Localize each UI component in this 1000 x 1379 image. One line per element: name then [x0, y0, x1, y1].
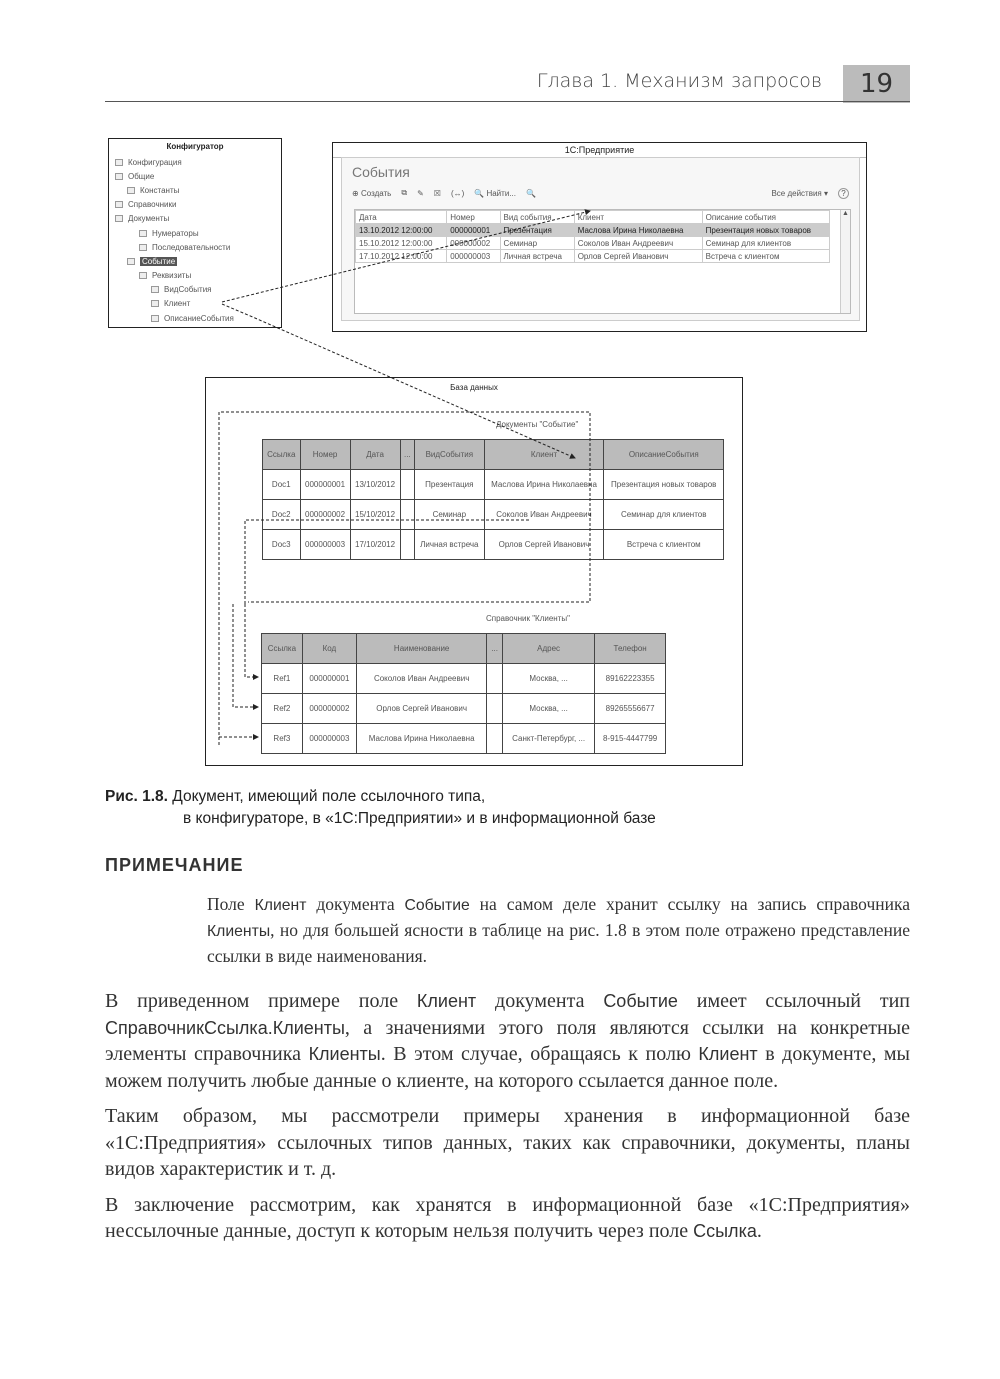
term: Событие: [603, 991, 678, 1011]
table-cell: Семинар: [415, 500, 485, 530]
table-cell: Doc2: [263, 500, 301, 530]
column-header: Дата: [350, 440, 400, 470]
table-cell: Орлов Сергей Иванович: [357, 694, 487, 724]
database-diagram: [205, 377, 743, 766]
table-cell: [400, 530, 415, 560]
grid-row[interactable]: [356, 224, 830, 237]
text-run: документа: [306, 894, 405, 914]
text-run: на самом деле хранит ссылку на запись справочника: [469, 894, 911, 914]
table-cell: Ref1: [262, 664, 303, 694]
tree-item[interactable]: [115, 226, 281, 240]
chapter-title: Глава 1. Механизм запросов: [536, 70, 822, 92]
table-cell: Ref2: [262, 694, 303, 724]
caption-line2: в конфигураторе, в «1С:Предприятии» и в информационной базе: [183, 810, 656, 827]
grid-cell: 000000003: [447, 250, 500, 263]
column-header: ...: [400, 440, 415, 470]
text-run: . В этом случае, обращаясь к полю: [380, 1043, 699, 1065]
tree-item-label: Документы: [128, 214, 170, 224]
catalog-table: [261, 633, 666, 754]
note-text: [207, 892, 910, 968]
column-header[interactable]: Номер: [447, 211, 500, 224]
text-run: в документе, мы можем получить любые данные о клиенте, на которого ссылается данное поле.: [105, 1043, 910, 1092]
table-cell: [487, 694, 503, 724]
text-run: В приведенном примере поле: [105, 990, 417, 1012]
table-cell: 000000003: [300, 530, 350, 560]
tree-node-icon: [127, 187, 135, 194]
enterprise-window: [332, 142, 867, 332]
column-header: ВидСобытия: [415, 440, 485, 470]
tree-item[interactable]: [115, 212, 281, 226]
tree-node-icon: [139, 230, 147, 237]
grid-cell: Презентация новых товаров: [702, 224, 830, 237]
table-cell: 89265556677: [595, 694, 666, 724]
text-run: Поле: [207, 894, 255, 914]
column-header: Код: [302, 634, 356, 664]
table-cell: Ref3: [262, 724, 303, 754]
table-cell: Соколов Иван Андреевич: [484, 500, 604, 530]
tree-item-label: Событие: [142, 256, 176, 266]
config-tree: [109, 155, 281, 325]
scrollbar[interactable]: ▲: [840, 210, 850, 313]
table-cell: 13/10/2012: [350, 470, 400, 500]
column-header: ...: [487, 634, 503, 664]
find-button[interactable]: 🔍 Найти...: [474, 188, 516, 198]
configurator-panel: [108, 138, 282, 328]
table-cell: [487, 664, 503, 694]
refresh-icon[interactable]: (↔): [450, 188, 465, 198]
column-header[interactable]: Описание события: [702, 211, 830, 224]
table-cell: Личная встреча: [415, 530, 485, 560]
table-row: [262, 664, 666, 694]
table-row: [263, 470, 724, 500]
cancel-search-icon[interactable]: 🔍: [525, 188, 536, 198]
column-header: Номер: [300, 440, 350, 470]
grid-cell: Презентация: [500, 224, 574, 237]
table-cell: Doc3: [263, 530, 301, 560]
table-header: [262, 634, 666, 664]
window-title: 1С:Предприятие: [333, 143, 866, 158]
caption-label: Рис. 1.8.: [105, 788, 168, 805]
grid-cell: Личная встреча: [500, 250, 574, 263]
paragraph: [105, 1192, 910, 1245]
create-label: Создать: [360, 188, 392, 198]
term: Клиент: [416, 991, 477, 1011]
form-title: События: [352, 164, 410, 180]
grid-cell: Семинар для клиентов: [702, 237, 830, 250]
table-cell: Соколов Иван Андреевич: [357, 664, 487, 694]
tree-node-icon: [139, 272, 147, 279]
table-cell: Москва, ...: [503, 664, 595, 694]
column-header: ОписаниеСобытия: [604, 440, 724, 470]
grid-cell: Соколов Иван Андреевич: [574, 237, 702, 250]
toolbar: [352, 186, 849, 200]
grid-cell: Встреча с клиентом: [702, 250, 830, 263]
table-cell: Встреча с клиентом: [604, 530, 724, 560]
grid-row[interactable]: [356, 237, 830, 250]
caption-line1: Документ, имеющий поле ссылочного типа,: [172, 788, 486, 805]
column-header[interactable]: Вид события: [500, 211, 574, 224]
column-header: Телефон: [595, 634, 666, 664]
table-cell: Маслова Ирина Николаевна: [484, 470, 604, 500]
help-icon[interactable]: ?: [838, 188, 849, 199]
table-cell: 89162223355: [595, 664, 666, 694]
tree-item[interactable]: [115, 169, 281, 183]
tree-item-label: Константы: [140, 185, 180, 195]
tree-item-label: ВидСобытия: [164, 285, 212, 295]
tree-item-label: Нумераторы: [152, 228, 199, 238]
grid-cell: Семинар: [500, 237, 574, 250]
column-header: Адрес: [503, 634, 595, 664]
table-cell: 000000001: [300, 470, 350, 500]
tree-node-icon: [151, 300, 159, 307]
table-cell: Презентация новых товаров: [604, 470, 724, 500]
table-cell: [487, 724, 503, 754]
table-cell: Презентация: [415, 470, 485, 500]
table-cell: 8-915-4447799: [595, 724, 666, 754]
grid-cell: 13.10.2012 12:00:00: [356, 224, 447, 237]
text-run: имеет ссылочный тип: [677, 990, 910, 1012]
configurator-title: Конфигуратор: [166, 142, 224, 151]
form: [341, 157, 860, 321]
grid-cell: 17.10.2012 12:00:00: [356, 250, 447, 263]
table-row: [262, 694, 666, 724]
tree-item-label: Общие: [128, 171, 155, 181]
term: СправочникСсылка.Клиенты: [105, 1017, 345, 1038]
grid-header: [356, 211, 830, 224]
table-cell: Семинар для клиентов: [604, 500, 724, 530]
grid-cell: Маслова Ирина Николаевна: [574, 224, 702, 237]
table-cell: [400, 470, 415, 500]
table-cell: Doc1: [263, 470, 301, 500]
term: Ссылка: [693, 1221, 757, 1241]
page-number: 19: [843, 65, 910, 103]
column-header: Клиент: [484, 440, 604, 470]
column-header: Ссылка: [262, 634, 303, 664]
tree-item[interactable]: [115, 297, 281, 311]
delete-icon[interactable]: ☒: [433, 188, 441, 198]
table-header: [263, 440, 724, 470]
tree-node-icon: [139, 244, 147, 251]
text-run: Таким образом, мы рассмотрели примеры хранения в информационной базе «1С:Предприятия» ссылочных типов данных, таких как справочники, документы, планы видов характеристик и т. д.: [105, 1105, 910, 1180]
body-text: [105, 988, 910, 1254]
tree-node-icon: [115, 173, 123, 180]
tree-node-icon: [127, 258, 135, 265]
tree-item-label: Конфигурация: [128, 157, 182, 167]
all-actions-button[interactable]: Все действия ▾: [771, 188, 828, 198]
table-cell: 000000003: [302, 724, 356, 754]
column-header: Ссылка: [263, 440, 301, 470]
database-title: База данных: [450, 383, 498, 392]
table-cell: 000000001: [302, 664, 356, 694]
create-button[interactable]: ⊕ Создать: [352, 188, 392, 198]
table-cell: 000000002: [300, 500, 350, 530]
tree-item[interactable]: [115, 240, 281, 254]
tree-node-icon: [115, 159, 123, 166]
tree-node-icon: [151, 286, 159, 293]
documents-table: [262, 439, 724, 560]
term: Клиент: [698, 1044, 758, 1064]
paragraph: [105, 1103, 910, 1183]
table-row: [263, 530, 724, 560]
table-cell: 15/10/2012: [350, 500, 400, 530]
grid-cell: 000000002: [447, 237, 500, 250]
catalog-label: Справочник "Клиенты": [486, 614, 570, 623]
text-run: , а значениями этого поля являются ссылки на конкретные элементы справочника: [105, 1016, 910, 1065]
header-divider: [105, 101, 910, 102]
note-heading: ПРИМЕЧАНИЕ: [105, 855, 244, 875]
figure-caption: [105, 786, 656, 830]
table-row: [263, 500, 724, 530]
events-list: [354, 209, 851, 314]
grid-cell: 000000001: [447, 224, 500, 237]
term: Клиенты: [308, 1044, 381, 1064]
edit-icon[interactable]: ✎: [417, 188, 424, 198]
tree-item-label: Реквизиты: [152, 271, 192, 281]
table-cell: 17/10/2012: [350, 530, 400, 560]
table-cell: 000000002: [302, 694, 356, 724]
tree-item[interactable]: [115, 269, 281, 283]
text-run: документа: [476, 990, 604, 1012]
table-cell: Маслова Ирина Николаевна: [357, 724, 487, 754]
tree-item-label: Клиент: [164, 299, 191, 309]
table-cell: Орлов Сергей Иванович: [484, 530, 604, 560]
paragraph: [105, 988, 910, 1094]
tree-item[interactable]: [115, 155, 281, 169]
tree-node-icon: [115, 215, 123, 222]
table-cell: Санкт-Петербург, ...: [503, 724, 595, 754]
grid-row[interactable]: [356, 250, 830, 263]
copy-icon[interactable]: ⧉: [401, 188, 408, 197]
text-run: .: [756, 1220, 762, 1242]
term: Клиент: [254, 897, 307, 914]
tree-node-icon: [115, 201, 123, 208]
tree-item-label: ОписаниеСобытия: [164, 313, 234, 323]
docs-label: Документы "Событие": [496, 420, 579, 429]
grid-cell: 15.10.2012 12:00:00: [356, 237, 447, 250]
table-cell: [400, 500, 415, 530]
tree-item[interactable]: [115, 311, 281, 325]
tree-item[interactable]: [115, 183, 281, 197]
table-cell: Москва, ...: [503, 694, 595, 724]
column-header[interactable]: Дата: [356, 211, 447, 224]
term: Событие: [404, 897, 470, 914]
table-row: [262, 724, 666, 754]
tree-item-label: Справочники: [128, 200, 177, 210]
tree-item[interactable]: [115, 254, 281, 268]
find-label: Найти...: [486, 188, 516, 198]
tree-item[interactable]: [115, 283, 281, 297]
tree-node-icon: [151, 315, 159, 322]
grid-cell: Орлов Сергей Иванович: [574, 250, 702, 263]
tree-item-label: Последовательности: [152, 242, 231, 252]
tree-item[interactable]: [115, 198, 281, 212]
column-header[interactable]: Клиент: [574, 211, 702, 224]
term: Клиенты: [207, 923, 271, 940]
text-run: В заключение рассмотрим, как хранятся в информационной базе «1С:Предприятия» нессылочные данные, доступ к которым нельзя получить через поле: [105, 1193, 910, 1242]
text-run: , но для большей ясности в таблице на рис. 1.8 в этом поле отражено представление ссылки в виде наименования.: [207, 920, 910, 966]
column-header: Наименование: [357, 634, 487, 664]
